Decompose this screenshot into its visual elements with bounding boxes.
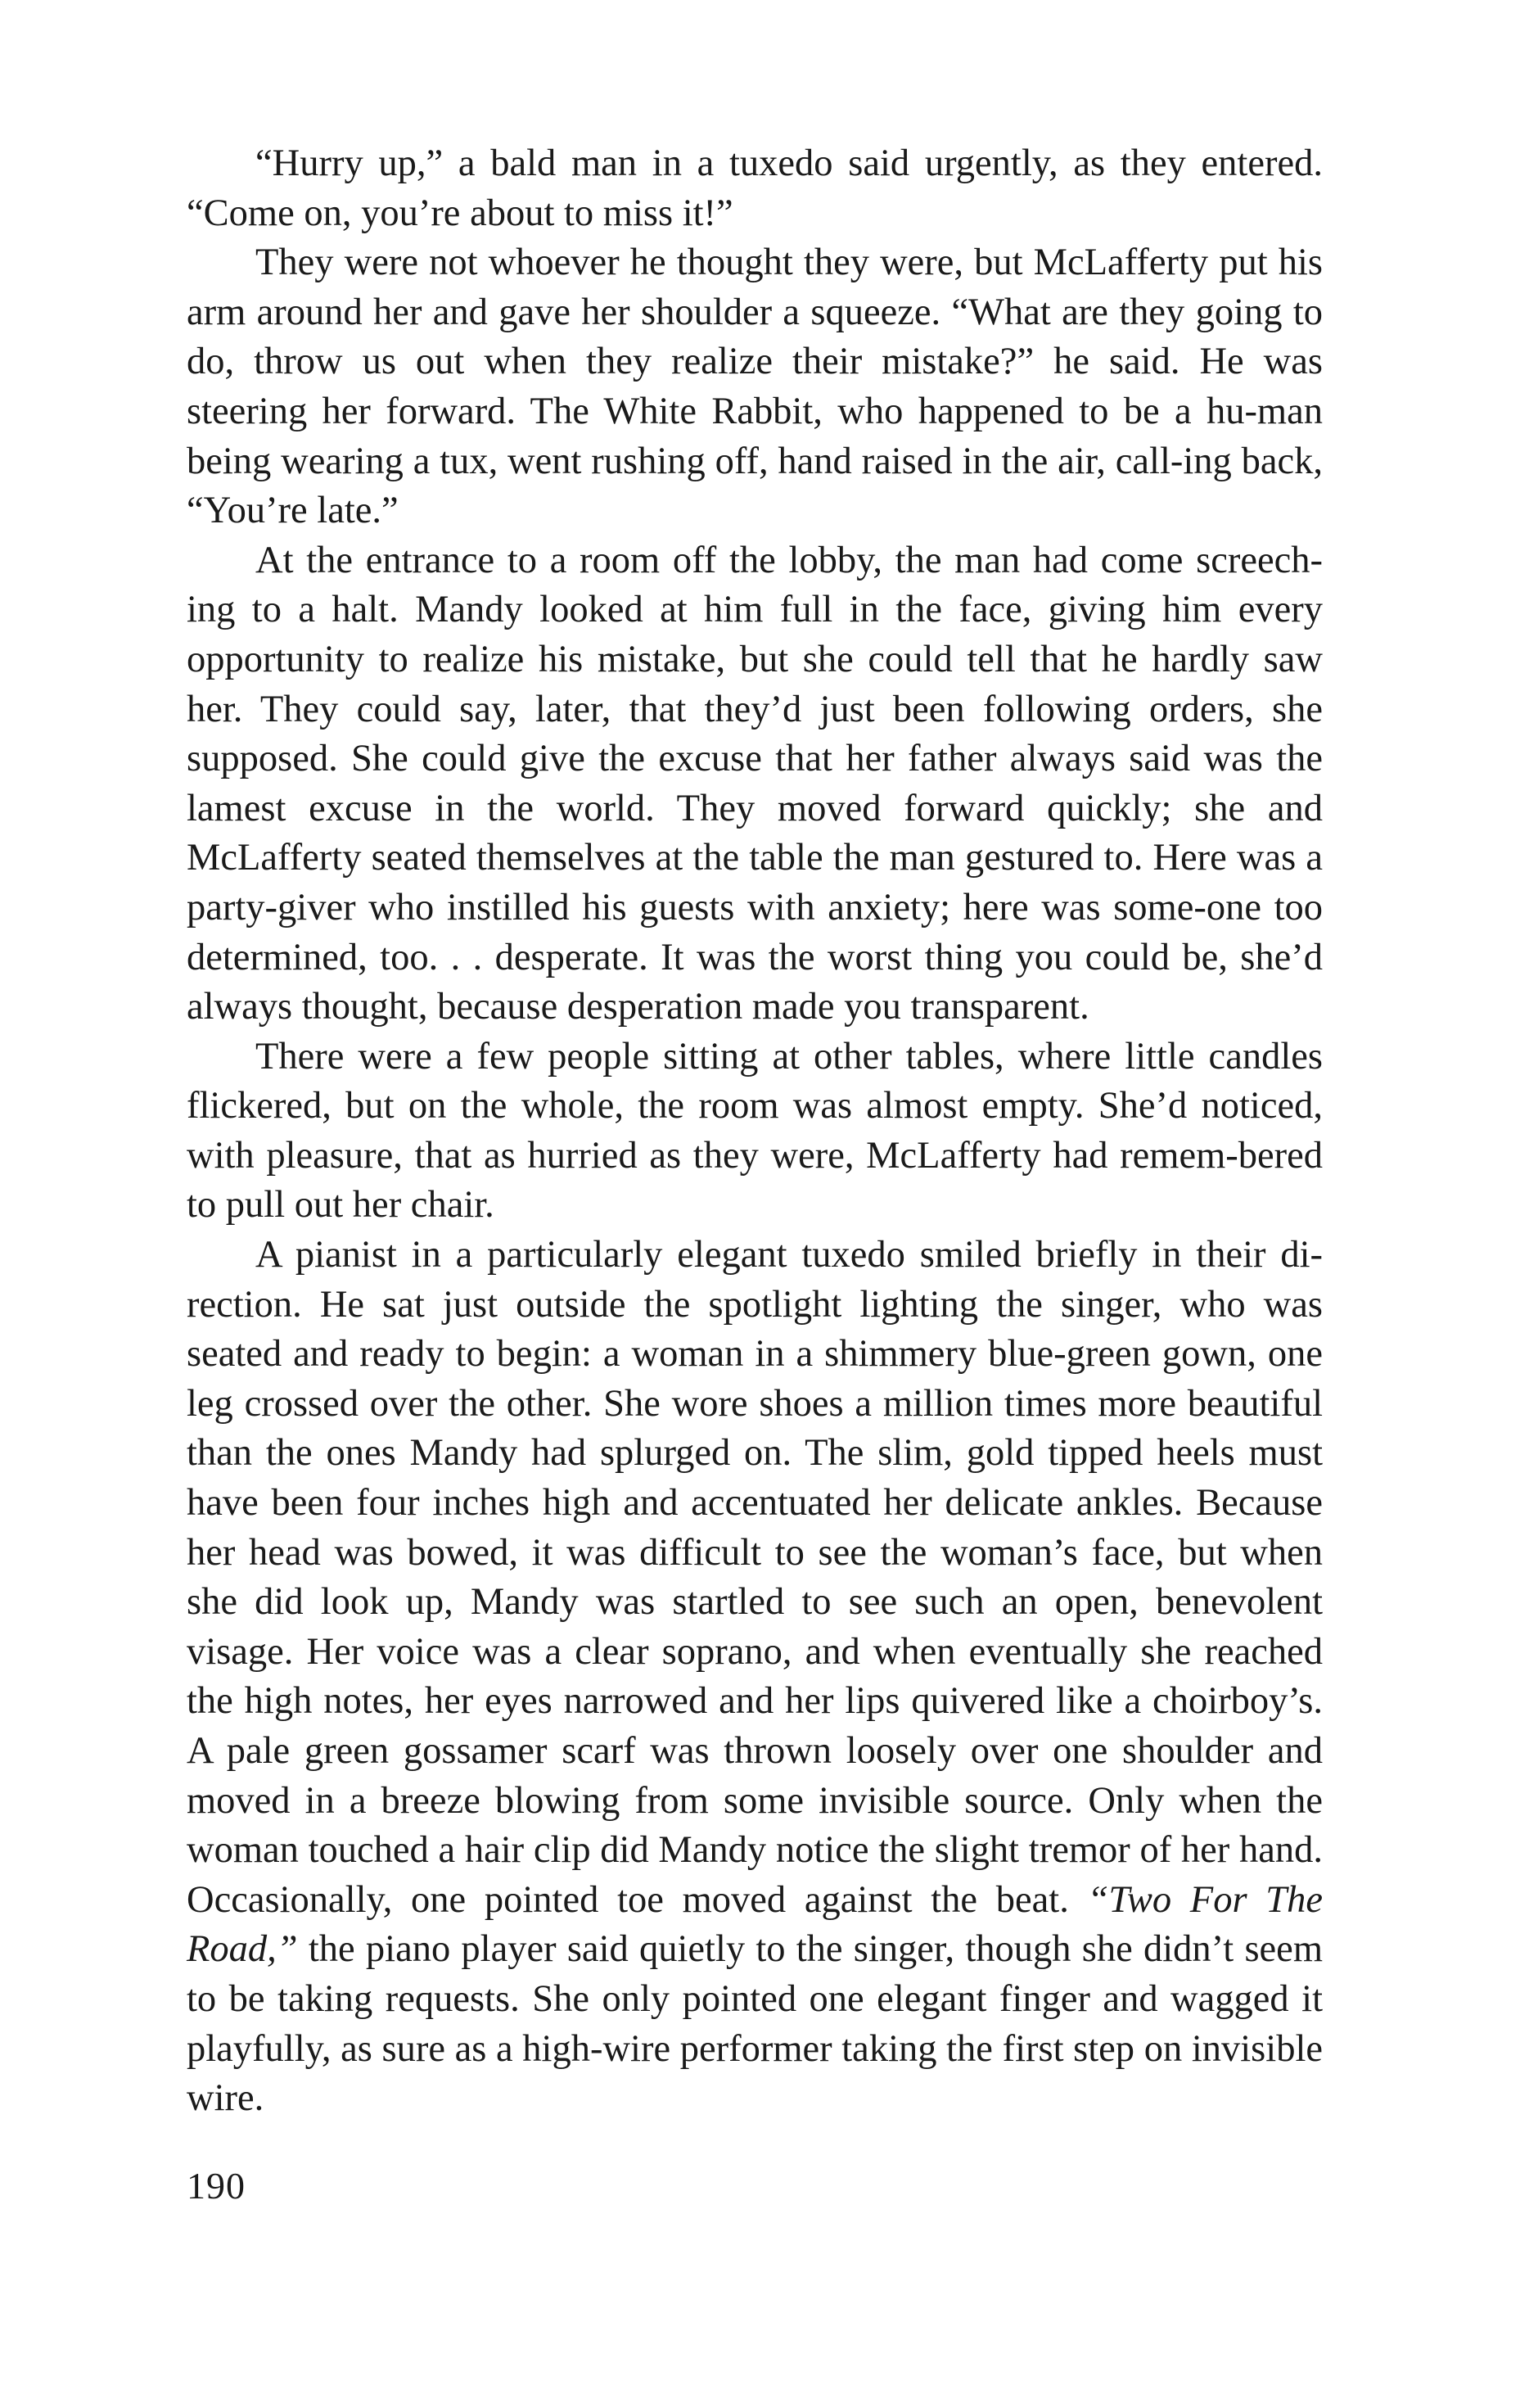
paragraph-1 (187, 139, 1323, 238)
paragraph-4 (187, 1032, 1323, 1231)
paragraph-4-text: There were a few people sitting at other tables, where little candles flickered, but on the whole, the room was almost empty. She’d noticed, with pleasure, that as hurried as they were, McLafferty had remem-bered to pull out her chair. (187, 1035, 1323, 1227)
paragraph-1-text: “Hurry up,” a bald man in a tuxedo said urgently, as they entered. “Come on, you’re about to miss it!” (187, 142, 1323, 234)
song-title-italic: “Two For The Road,” (187, 1878, 1323, 1971)
paragraph-3-text: At the entrance to a room off the lobby, the man had come screech-ing to a halt. Mandy looked at him full in the face, giving him every opportunity to realize his mistake, but she could tell that he hardly saw her. They could say, later, that they’d just been following orders, she supposed. She could give the excuse that her father always said was the lamest excuse in the world. They moved forward quickly; she and McLafferty seated themselves at the table the man gestured to. Here was a party-giver who instilled his guests with anxiety; here was some-one too determined, too. . . desperate. It was the worst thing you could be, she’d always thought, because desperation made you transparent. (187, 539, 1323, 1028)
body-text (187, 139, 1323, 2124)
paragraph-5-text-a: A pianist in a particularly elegant tuxedo smiled briefly in their di-rection. He sat just outside the spotlight lighting the singer, who was seated and ready to begin: a woman in a shimmery blue-green gown, one leg crossed over the other. She wore shoes a million times more beautiful than the ones Mandy had splurged on. The slim, gold tipped heels must have been four inches high and accentuated her delicate ankles. Because her head was bowed, it was difficult to see the woman’s face, but when she did look up, Mandy was startled to see such an open, benevolent visage. Her voice was a clear soprano, and when eventually she reached the high notes, her eyes narrowed and her lips quivered like a choirboy’s. A pale green gossamer scarf was thrown loosely over one shoulder and moved in a breeze blowing from some invisible source. Only when the woman touched a hair clip did Mandy notice the slight tremor of her hand. Occasionally, one pointed toe moved against the beat. (187, 1234, 1323, 1921)
page-number: 190 (187, 2165, 246, 2207)
paragraph-2-text: They were not whoever he thought they were, but McLafferty put his arm around her and gave her shoulder a squeeze. “What are they going to do, throw us out when they realize their mistake?” he said. He was steering her forward. The White Rabbit, who happened to be a hu-man being wearing a tux, went rushing off, hand raised in the air, call-ing back, “You’re late.” (187, 242, 1323, 532)
paragraph-2 (187, 238, 1323, 536)
paragraph-5 (187, 1231, 1323, 2124)
paragraph-3 (187, 536, 1323, 1032)
paragraph-5-text-b: the piano player said quietly to the singer, though she didn’t seem to be taking requests. She only pointed one elegant finger and wagged it playfully, as sure as a high-wire performer taking the first step on invisible wire. (187, 1928, 1323, 2120)
